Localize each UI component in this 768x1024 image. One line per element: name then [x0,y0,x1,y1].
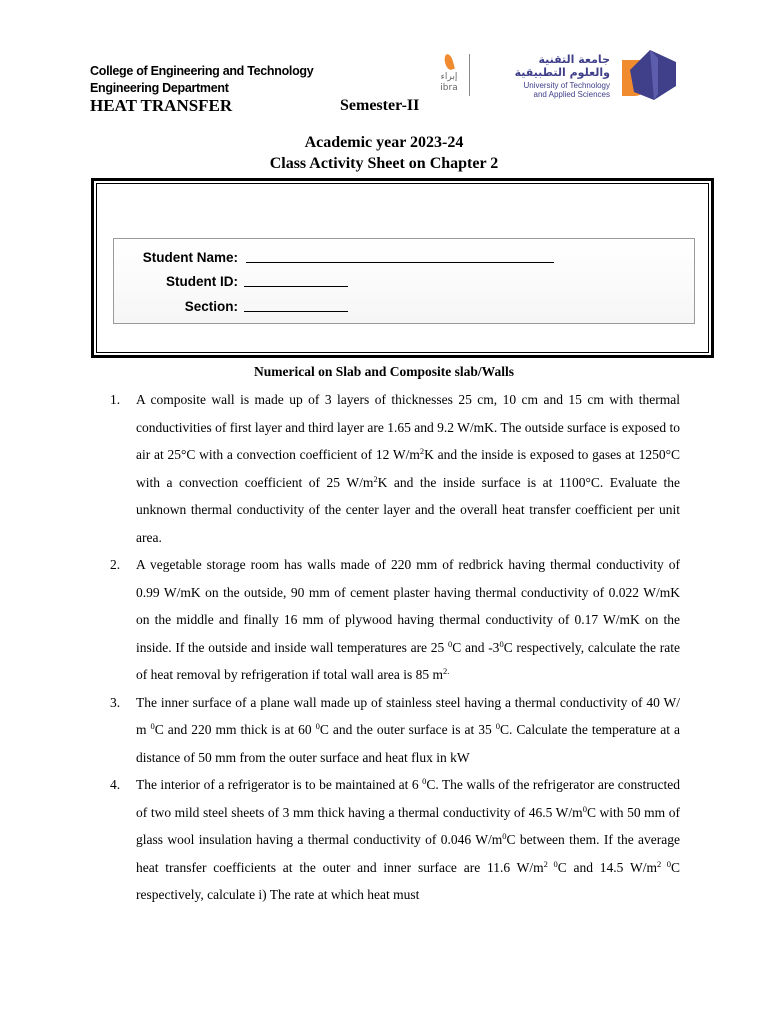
university-arabic-name [480,53,610,79]
university-english-line-1: University of Technology [523,81,610,90]
student-id-label: Student ID: [166,274,238,289]
student-id-field[interactable] [244,286,348,287]
problem-number: 2. [110,557,121,572]
problem-item [110,551,680,689]
section-heading: Numerical on Slab and Composite slab/Walls [254,364,514,379]
problem-text: A composite wall is made up of 3 layers of thicknesses 25 cm, 10 cm and 15 cm with thermal conductivities of first layer and third layer are 1.65 and 9.2 W/mK. The outside surface is exposed to air at 25°C with a convection coefficient of 12 $W/m^2K$ and the inside is exposed to gases at 1250°C with a convection coefficient of 25 $W/m^2K$ and the inside surface is at 1100°C. Evaluate the unknown thermal conductivity of the center layer and the overall heat transfer coefficient per unit area. [136,392,680,545]
university-logo [438,46,678,102]
section-label: Section: [184,299,238,314]
flame-icon [443,53,455,71]
section-field[interactable] [244,311,348,312]
semester-label: Semester-II [340,97,420,114]
university-crest-icon [620,46,678,102]
problem-number: 3. [110,694,121,710]
ibra-arabic: إبراء [440,72,458,82]
problem-item [110,771,680,909]
problem-item [110,689,680,772]
problem-text: The inner surface of a plane wall made up of stainless steel having a thermal conductivity of 40 W/ m $^0$C and 220 mm thick is at 60 $^0$C and the outer surface is at 35 $^0$C. Calculate the temperature at a distance of 50 mm from the outer surface and heat flux in kW [136,694,680,765]
problem-list [110,386,680,909]
ibra-latin: ibra [440,83,458,93]
student-name-label: Student Name: [142,250,238,265]
university-english-line-2: and Applied Sciences [533,90,610,99]
department-name: Engineering Department [90,81,229,95]
ibra-logo [438,54,460,94]
sheet-title: Class Activity Sheet on Chapter 2 [269,155,499,172]
problem-item [110,386,680,551]
college-name: College of Engineering and Technology [90,64,314,78]
problem-text: The interior of a refrigerator is to be maintained at 6 $^0$C. The walls of the refrigerator are constructed of two mild steel sheets of 3 mm thick having a thermal conductivity of 46.5 $W/m^0C$ with 50 mm of glass wool insulation having a thermal conductivity of 0.046 $W/m^0C$ between them. If the average heat transfer coefficients at the outer and inner surface are 11.6 $W/m^{2 0}C$ and 14.5 $W/m^{2 0}C$ respectively, calculate i) The rate at which heat must [136,776,681,902]
course-title: HEAT TRANSFER [90,96,233,115]
student-name-field[interactable] [246,262,554,263]
university-arabic-line-2: والعلوم التطبيقية [514,66,610,79]
problem-number: 4. [110,777,121,792]
university-arabic-line-1: جامعة التقنية [538,53,610,66]
problem-number: 1. [110,392,121,407]
problem-text: A vegetable storage room has walls made of 220 mm of redbrick having thermal conductivity of 0.99 W/mK on the outside, 90 mm of cement plaster having thermal conductivity of 0.022 W/mK on the middle and finally 16 mm of plywood having thermal conductivity of 0.17 W/mK on the inside. If the outside and inside wall temperatures are 25 $^0$C and $-3^0C$ respectively, calculate the rate of heat removal by refrigeration if total wall area is 85 $m^{2.}$ [136,557,680,682]
logo-divider [469,54,470,96]
academic-year: Academic year 2023-24 [304,134,464,151]
university-english-name [480,81,610,99]
